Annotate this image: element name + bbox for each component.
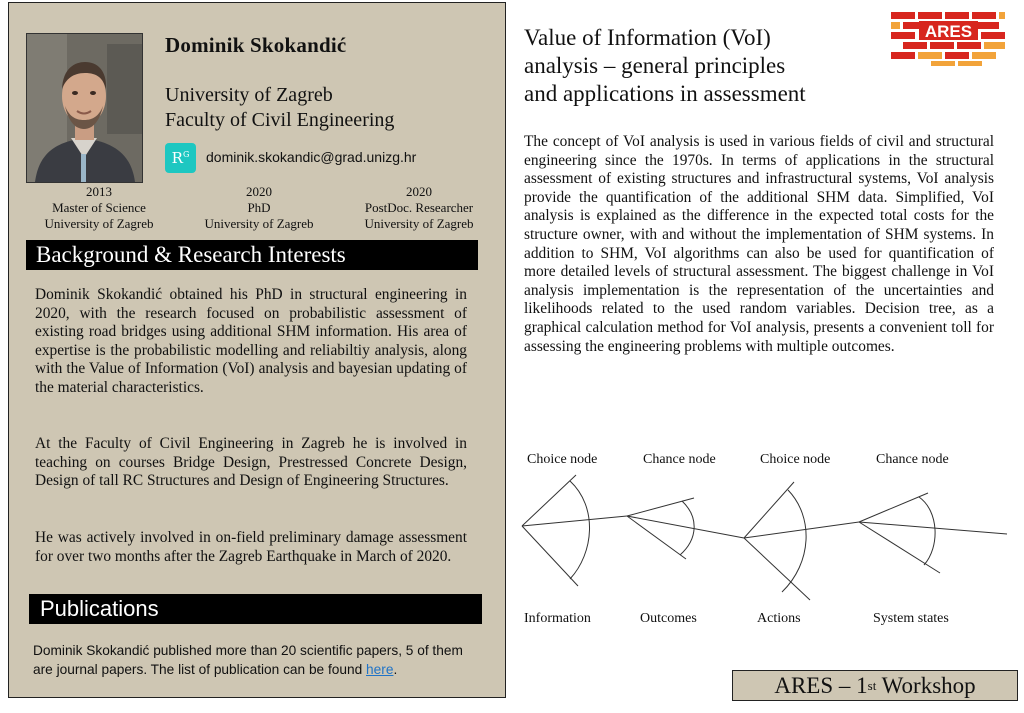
profile-photo: [26, 33, 143, 183]
talk-title-line: analysis – general principles: [524, 53, 786, 78]
tree-arc: [570, 481, 590, 579]
degree-year: 2013: [86, 184, 112, 199]
teaching-paragraph: At the Faculty of Civil Engineering in Zagreb he is involved in teaching on courses Bridge Design, Prestressed Concrete Design, Design of tall RC Structures and Design of Engineering Structures.: [35, 435, 467, 489]
background-heading: Background & Research Interests: [26, 240, 478, 270]
publications-body: Dominik Skokandić published more than 20 scientific papers, 5 of them are journal papers. The list of publication can be found: [33, 643, 463, 677]
publications-heading: Publications: [29, 594, 482, 624]
degree-item: [339, 184, 499, 232]
diagram-label-choice-node: Choice node: [527, 452, 598, 467]
tree-branch: [627, 516, 686, 559]
degree-item: [179, 184, 339, 232]
diagram-label-information: Information: [524, 611, 591, 626]
workshop-prefix: ARES – 1: [774, 672, 868, 698]
tree-branch: [627, 516, 744, 538]
degree-title: PhD: [247, 200, 271, 215]
researchgate-icon[interactable]: [165, 143, 196, 173]
person-portrait-icon: [27, 34, 142, 182]
degree-item: [19, 184, 179, 232]
degree-year: 2020: [406, 184, 432, 199]
tree-branch: [744, 482, 794, 538]
workshop-suffix: Workshop: [876, 672, 976, 698]
ares-brick-logo-icon: [891, 12, 1005, 66]
email-address[interactable]: dominik.skokandic@grad.unizg.hr: [206, 149, 417, 165]
workshop-badge: [732, 670, 1018, 701]
tree-arc: [919, 497, 935, 565]
ares-logo: [891, 12, 1005, 66]
tree-branch: [859, 493, 928, 522]
degree-institution: University of Zagreb: [364, 216, 474, 231]
university-name: University of Zagreb: [165, 84, 333, 106]
diagram-label-system-states: System states: [873, 611, 949, 626]
earthquake-paragraph: He was actively involved in on-field preliminary damage assessment for over two months after the Zagreb Earthquake in March of 2020.: [35, 529, 467, 565]
diagram-label-outcomes: Outcomes: [640, 611, 697, 626]
faculty-name: Faculty of Civil Engineering: [165, 109, 395, 131]
tree-branch: [522, 475, 576, 526]
degree-year: 2020: [246, 184, 272, 199]
decision-tree-diagram: [516, 445, 1016, 635]
tree-branch: [744, 538, 810, 600]
tree-branch: [522, 526, 578, 586]
background-paragraph: Dominik Skokandić obtained his PhD in structural engineering in 2020, with the research focused on probabilistic assessment of existing road bridges using additional SHM information. His area of expertise is the probabilistic modelling and reliabiltiy analysis, along with the Value of Information (VoI) analysis and bayesian updating of the material characteristics.: [35, 286, 467, 396]
profile-panel: [8, 2, 506, 698]
publications-text: [33, 641, 478, 679]
publications-end: .: [393, 662, 398, 677]
logo-text: ARES: [924, 22, 973, 41]
tree-branch: [522, 516, 627, 526]
tree-branch: [627, 498, 694, 516]
talk-title: [524, 24, 806, 108]
workshop-ordinal: st: [867, 677, 877, 693]
talk-title-line: and applications in assessment: [524, 81, 806, 106]
diagram-label-chance-node: Chance node: [876, 452, 949, 467]
tree-branch: [859, 522, 940, 573]
tree-branch: [859, 522, 1007, 534]
degrees-row: [19, 184, 499, 232]
degree-title: PostDoc. Researcher: [364, 200, 474, 215]
talk-abstract: The concept of VoI analysis is used in various fields of civil and structural engineering since the 1970s. In terms of applications in the structural assessment of existing structures and infrastructural systems, VoI analysis provide the quantification of the additional SHM data. Simplified, VoI analysis is explained as the difference in the expected total costs for the structure owner, with and without the implementation of SHM systems. In addition to SHM, VoI algorithms can also be used for quantification of more detailed levels of structural assessment. The biggest challenge in VoI analysis implementation is the representation of the uncertainties and likelihoods related to the used random variables. Decision tree, as a graphical calculation method for VoI analysis, presents a convenient toll for assessing the engineering problems with multiple outcomes.: [524, 133, 994, 355]
researchgate-letter: R: [171, 149, 183, 167]
diagram-label-chance-node: Chance node: [643, 452, 716, 467]
degree-title: Master of Science: [52, 200, 146, 215]
affiliation: [165, 83, 394, 133]
publications-link[interactable]: here: [366, 662, 394, 677]
degree-institution: University of Zagreb: [204, 216, 314, 231]
researchgate-sup: G: [182, 149, 190, 159]
talk-title-line: Value of Information (VoI): [524, 25, 771, 50]
decision-tree-graphic: [516, 445, 1016, 635]
diagram-label-actions: Actions: [757, 611, 801, 626]
degree-institution: University of Zagreb: [44, 216, 154, 231]
diagram-label-choice-node: Choice node: [760, 452, 831, 467]
tree-branch: [744, 522, 859, 538]
profile-name: Dominik Skokandić: [165, 33, 347, 57]
